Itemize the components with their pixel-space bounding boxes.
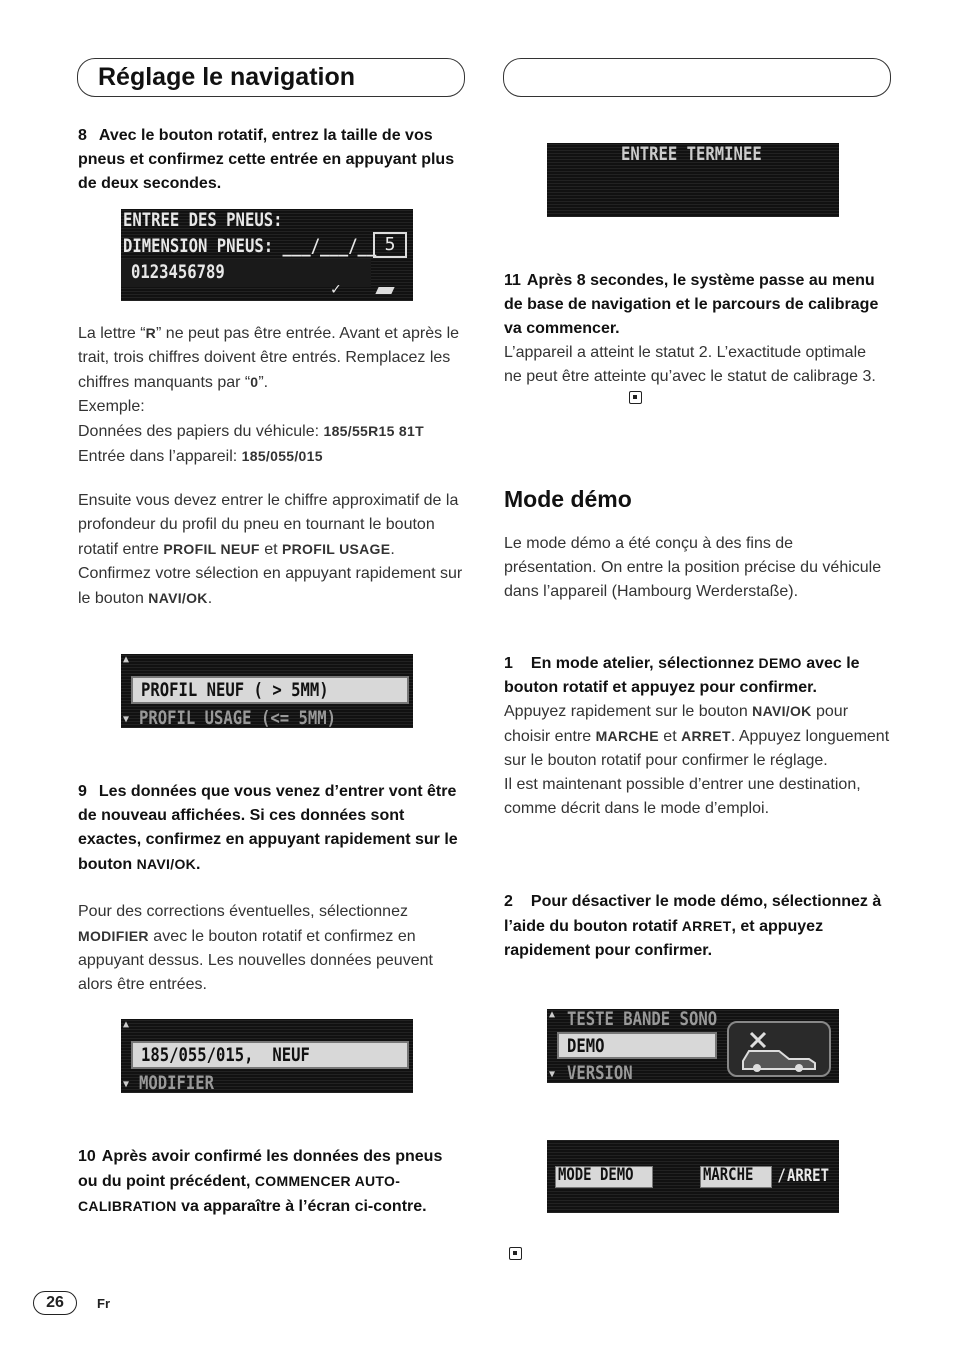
demo-mode-on-box	[700, 1166, 772, 1188]
text: et	[259, 541, 282, 558]
text: , et appuyez rapidement pour confirmer.	[504, 918, 824, 959]
key-profil-usage: PROFIL USAGE	[282, 541, 391, 557]
workshop-menu-screen	[547, 1009, 839, 1083]
key-profil-neuf: PROFIL NEUF	[163, 541, 260, 557]
example-label: Exemple:	[78, 398, 145, 415]
text: Pour désactiver le mode démo, sélectionnez à l’aide du bouton rotatif	[504, 893, 882, 935]
step-8-number: 8	[78, 127, 87, 144]
step-9	[78, 780, 458, 877]
paragraph-corrections	[78, 900, 468, 997]
menu-prev-row: TESTE BANDE SONO	[567, 1009, 718, 1030]
profile-selected-text: PROFIL NEUF ( > 5MM)	[141, 679, 329, 701]
paragraph-tire-rules	[78, 321, 468, 469]
key-arret: ARRET	[681, 728, 731, 744]
scroll-down-icon: ▼	[123, 714, 130, 725]
step-2	[504, 890, 888, 963]
key-commencer: COMMENCER AUTO-CALIBRATION	[78, 1173, 401, 1214]
page-title: Réglage le navigation	[98, 63, 356, 91]
paragraph-demo-usage	[504, 699, 890, 821]
scroll-down-icon: ▼	[123, 1079, 130, 1090]
eraser-icon	[375, 287, 394, 294]
step-11	[504, 269, 888, 341]
key-navi-ok: NAVI/OK	[148, 590, 208, 606]
section-title-demo: Mode démo	[504, 486, 632, 512]
right-header-box	[503, 58, 891, 97]
profile-screen	[121, 654, 413, 728]
step-9-text: Les données que vous venez d’entrer vont être de nouveau affichées. Si ces données sont exactes, confirmez en appuyant rapidement sur le bouton	[78, 783, 458, 873]
step-2-number: 2	[504, 893, 513, 910]
left-header-box	[77, 58, 465, 97]
step-8-text: Avec le bouton rotatif, entrez la taille de vos pneus et confirmez cette entrée en appuyant plus de deux secondes.	[78, 127, 455, 192]
key-navi-ok: NAVI/OK	[752, 703, 812, 719]
workshop-car-icon	[727, 1021, 831, 1077]
check-icon: ✓	[331, 279, 341, 298]
tire-confirm-selected-row	[131, 1041, 409, 1069]
tire-digit-value: 5	[384, 234, 396, 255]
paragraph-demo-intro	[504, 532, 888, 604]
scroll-up-icon: ▲	[123, 654, 130, 665]
step-11-text: Après 8 secondes, le système passe au menu de base de navigation et le parcours de calibrage va commencer.	[504, 272, 879, 337]
text: et	[658, 728, 682, 745]
demo-intro-text: Le mode démo a été conçu à des fins de présentation. On entre la position précise du véhicule dans l’appareil (Hambourg Werderstaße).	[504, 535, 882, 600]
device-label: Entrée dans l’appareil:	[78, 448, 242, 465]
end-mark-icon	[629, 391, 642, 404]
text: .	[196, 856, 201, 873]
tire-entry-screen	[121, 209, 413, 301]
end-mark-icon	[509, 1247, 522, 1260]
menu-selected-text: DEMO	[567, 1035, 605, 1057]
tire-dimension-line: DIMENSION PNEUS: ___/___/__	[123, 235, 377, 257]
text: ” ne peut pas être entrée. Avant et après le trait, trois chiffres doivent être entrés. Remplacez les chiffres manquants par “	[78, 325, 460, 391]
step-10	[78, 1145, 458, 1219]
text: La lettre “	[78, 325, 146, 342]
profile-selected-row	[131, 676, 409, 704]
scroll-down-icon: ▼	[549, 1069, 556, 1080]
digit-selector: 0123456789	[131, 261, 225, 283]
status-text: L’appareil a atteint le statut 2. L’exactitude optimale ne peut être atteinte qu’avec le statut de calibrage 3.	[504, 344, 876, 385]
text: ”.	[258, 374, 269, 391]
device-value: 185/055/015	[241, 448, 323, 464]
tire-confirm-selected-text: 185/055/015, NEUF	[141, 1044, 310, 1066]
demo-mode-label: MODE DEMO	[558, 1165, 634, 1185]
entry-done-text: ENTREE TERMINEE	[621, 143, 762, 165]
demo-mode-on: MARCHE	[703, 1165, 754, 1185]
paragraph-profile	[78, 489, 468, 611]
papers-value: 185/55R15 81T	[323, 423, 424, 439]
key-navi-ok: NAVI/OK	[136, 856, 197, 872]
demo-mode-screen	[547, 1140, 839, 1213]
demo-mode-label-box	[555, 1166, 653, 1188]
text: Ensuite vous devez entrer le chiffre approximatif de la profondeur du profil du pneu en tournant le bouton rotatif entre	[78, 492, 459, 558]
text: . Appuyez longuement sur le bouton rotatif pour confirmer le réglage.	[504, 728, 890, 769]
text: avec le bouton rotatif et appuyez pour confirmer.	[504, 655, 860, 696]
text: .	[207, 590, 213, 607]
menu-selected-row	[557, 1032, 717, 1059]
key-r: R	[145, 325, 157, 341]
profile-next-row: PROFIL USAGE (<= 5MM)	[139, 707, 336, 728]
text: Confirmez votre sélection en appuyant rapidement sur le bouton	[78, 565, 463, 607]
text: va apparaître à l’écran ci-contre.	[176, 1198, 427, 1215]
page-number: 26	[33, 1291, 77, 1315]
text: pour choisir entre	[504, 703, 849, 745]
step-1-number: 1	[504, 655, 513, 672]
destination-text: Il est maintenant possible d’entrer une destination, comme décrit dans le mode d’emploi.	[504, 776, 861, 817]
text: Appuyez rapidement sur le bouton	[504, 703, 753, 720]
menu-next-row: VERSION	[567, 1062, 633, 1083]
step-11-number: 11	[504, 272, 521, 289]
scroll-up-icon: ▲	[549, 1009, 556, 1020]
text: avec le bouton rotatif et confirmez en appuyant dessus. Les nouvelles données peuvent alors être entrées.	[78, 928, 433, 993]
scroll-up-icon: ▲	[123, 1019, 130, 1030]
step-9-number: 9	[78, 783, 87, 800]
key-marche: MARCHE	[595, 728, 659, 744]
key-demo: DEMO	[758, 655, 802, 671]
text: Après avoir confirmé les données des pneus ou du point précédent,	[78, 1148, 443, 1190]
papers-label: Données des papiers du véhicule:	[78, 423, 324, 440]
demo-mode-off: ARRET	[787, 1166, 829, 1186]
text: .	[390, 541, 395, 558]
tire-entry-title: ENTREE DES PNEUS:	[123, 209, 283, 231]
paragraph-status	[504, 341, 888, 389]
text: Pour des corrections éventuelles, sélectionnez	[78, 903, 408, 920]
key-arret: ARRET	[681, 918, 732, 934]
demo-mode-separator: /	[769, 1166, 795, 1186]
tire-confirm-screen	[121, 1019, 413, 1093]
step-10-number: 10	[78, 1148, 96, 1165]
step-8	[78, 124, 464, 196]
key-modifier: MODIFIER	[78, 928, 149, 944]
step-1	[504, 651, 888, 700]
key-zero: 0	[250, 374, 259, 390]
tire-digit-box	[373, 232, 407, 258]
language-label: Fr	[97, 1296, 110, 1311]
tire-confirm-next-row: MODIFIER	[139, 1072, 215, 1093]
text: En mode atelier, sélectionnez	[530, 655, 759, 672]
entry-done-screen	[547, 143, 839, 217]
